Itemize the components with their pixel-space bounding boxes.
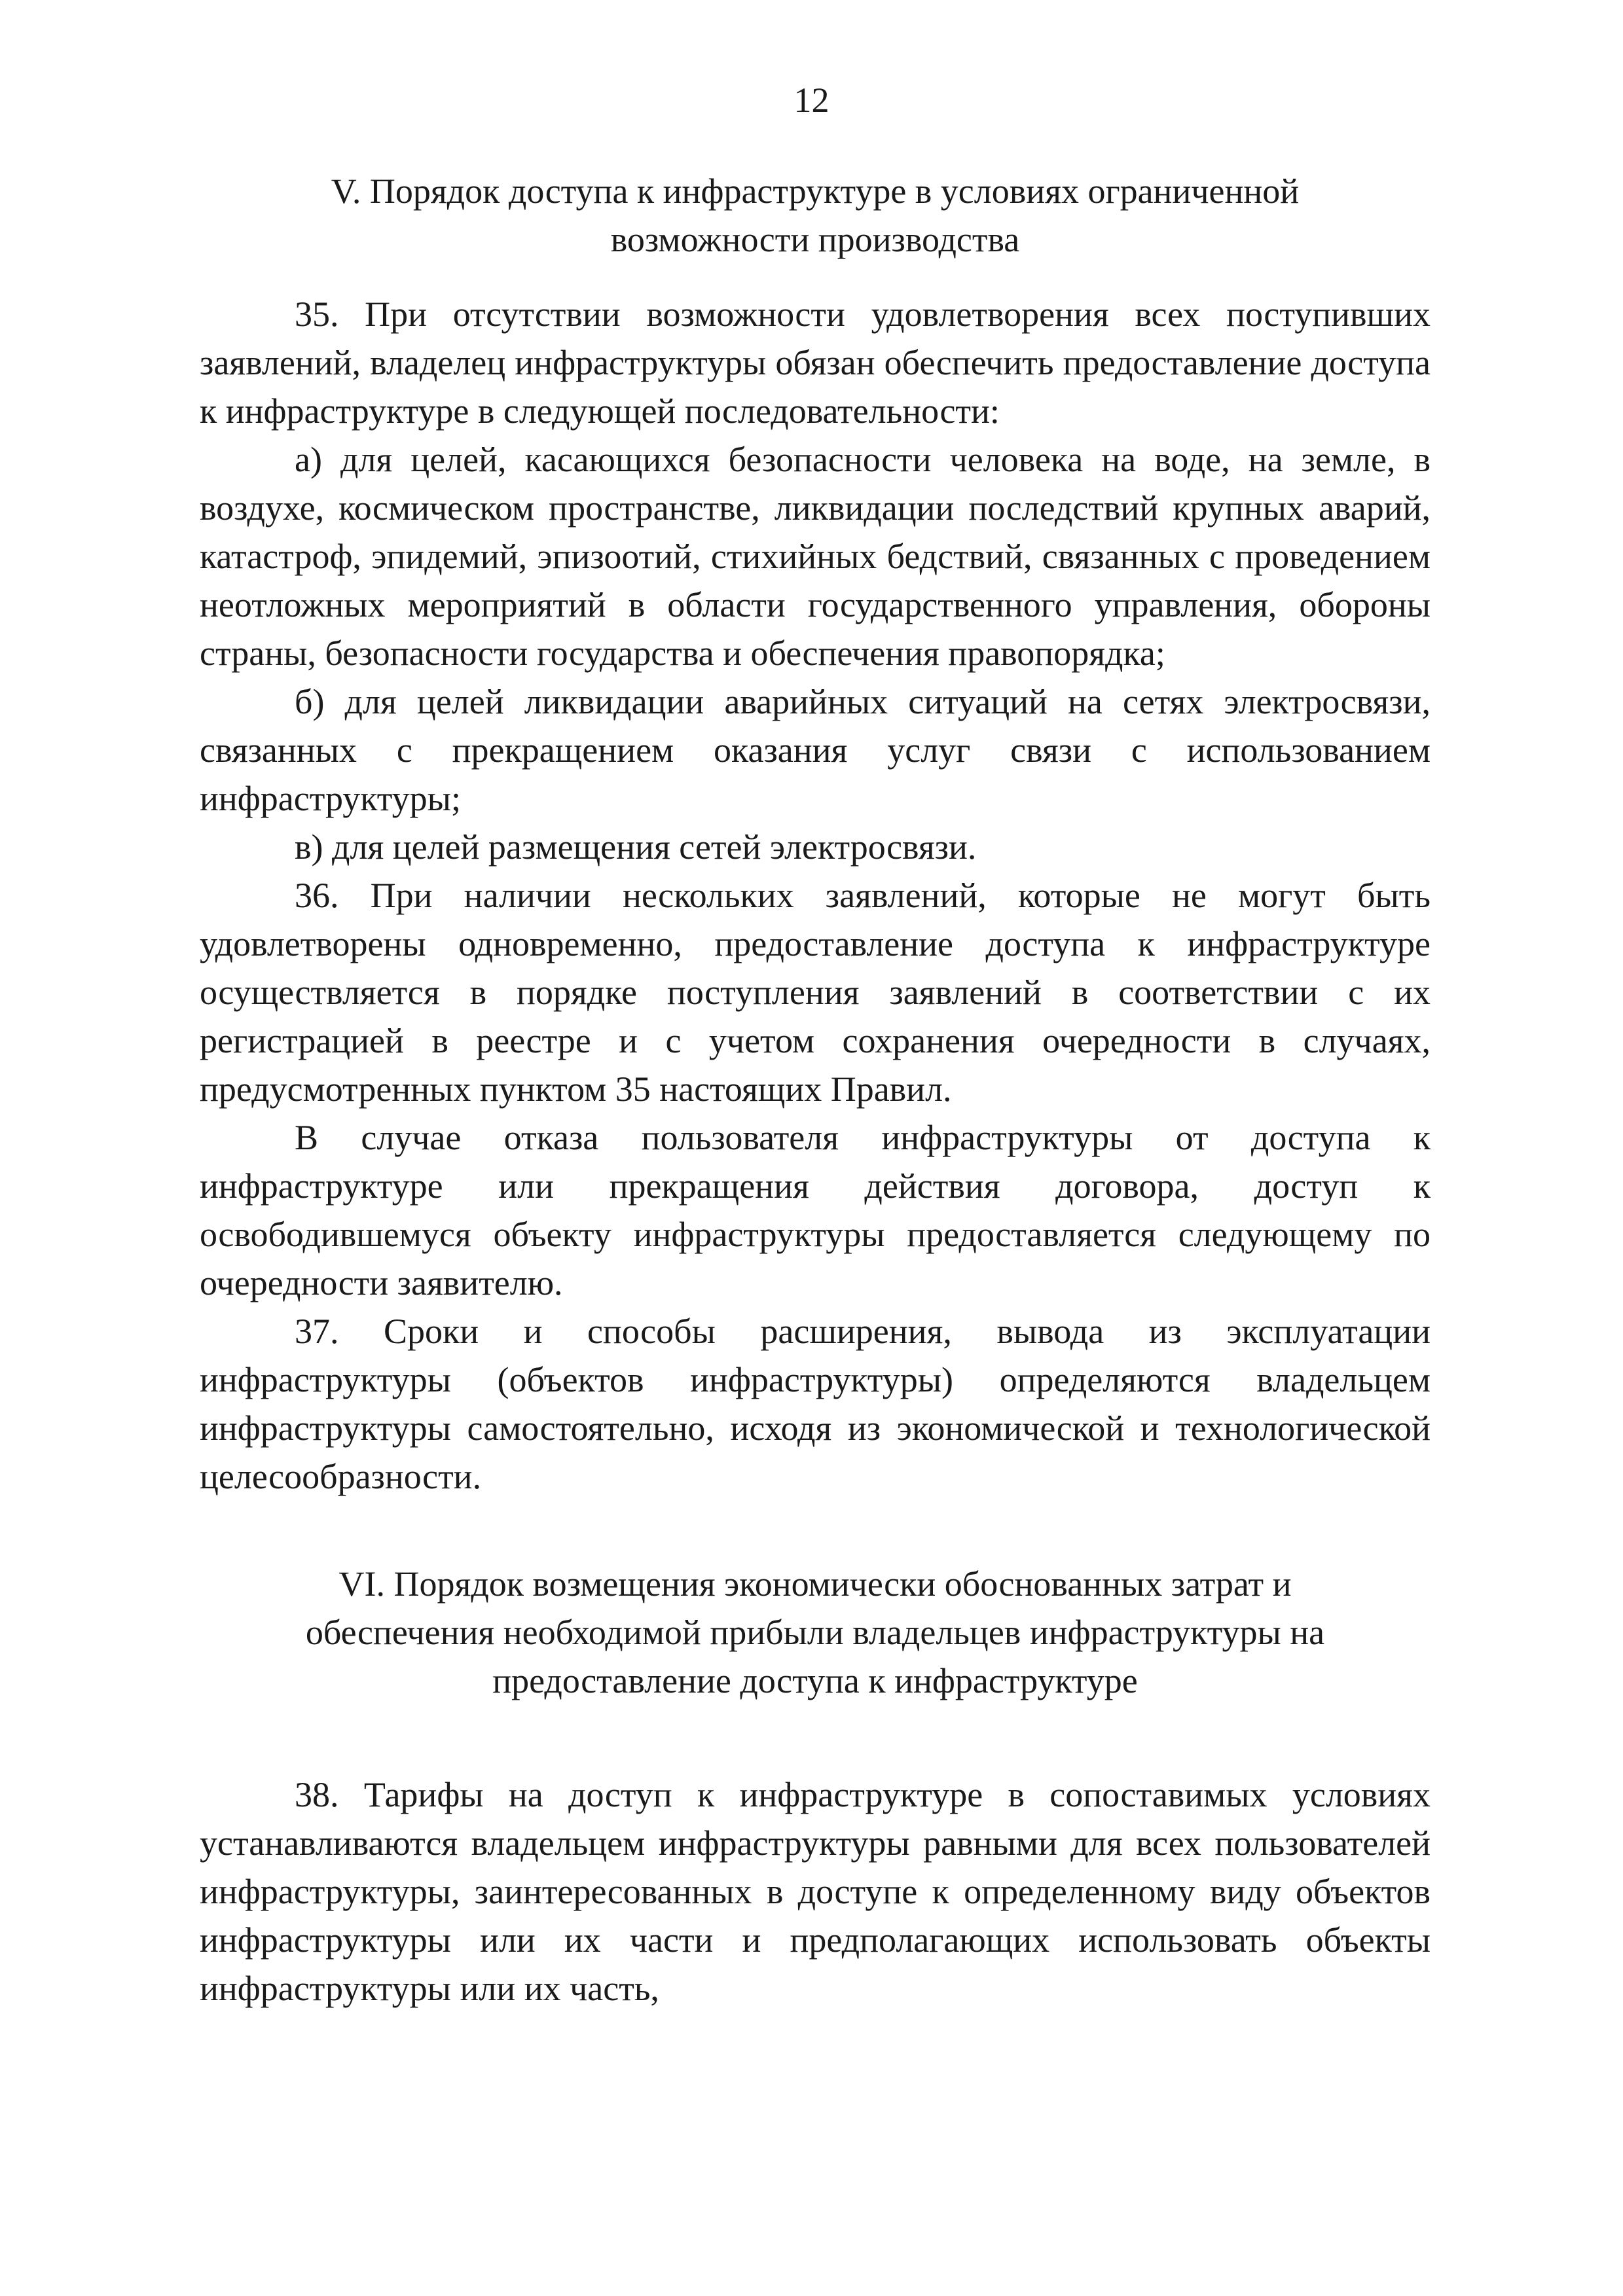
paragraph-36: 36. При наличии нескольких заявлений, которые не могут быть удовлетворены одновременно, предоставление доступа к инфраструктуре осуществляется в порядке поступления заявлений в соответствии с их регистрацией в реестре и с учетом сохранения очередности в случаях, предусмотренных пунктом 35 настоящих Правил. bbox=[200, 876, 1431, 1109]
section-vi-title: VI. Порядок возмещения экономически обоснованных затрат и обеспечения необходимой прибыли владельцев инфраструктуры на предоставление доступа к инфраструктуре bbox=[305, 1564, 1325, 1700]
section-v-title: V. Порядок доступа к инфраструктуре в условиях ограниченной возможности производства bbox=[331, 171, 1300, 259]
paragraph-35-v: в) для целей размещения сетей электросвязи. bbox=[295, 827, 977, 867]
document-body bbox=[200, 167, 1431, 2013]
paragraph-35-b: б) для целей ликвидации аварийных ситуаций на сетях электросвязи, связанных с прекращением оказания услуг связи с использованием инфраструктуры; bbox=[200, 682, 1431, 818]
paragraph-35-a: а) для целей, касающихся безопасности человека на воде, на земле, в воздухе, космическом пространстве, ликвидации последствий крупных аварий, катастроф, эпидемий, эпизоотий, стихийных бедствий, связанных с проведением неотложных мероприятий в области государственного управления, обороны страны, безопасности государства и обеспечения правопорядка; bbox=[200, 440, 1431, 673]
paragraph-37: 37. Сроки и способы расширения, вывода из эксплуатации инфраструктуры (объектов инфраструктуры) определяются владельцем инфраструктуры самостоятельно, исходя из экономической и технологической целесообразности. bbox=[200, 1312, 1431, 1496]
page-number: 12 bbox=[793, 81, 830, 120]
paragraph-38: 38. Тарифы на доступ к инфраструктуре в сопоставимых условиях устанавливаются владельцем инфраструктуры равными для всех пользователей инфраструктуры, заинтересованных в доступе к определенному виду объектов инфраструктуры или их части и предполагающих использовать объекты инфраструктуры или их часть, bbox=[200, 1775, 1431, 2008]
paragraph-36-refusal: В случае отказа пользователя инфраструктуры от доступа к инфраструктуре или прекращения действия договора, доступ к освободившемуся объекту инфраструктуры предоставляется следующему по очередности заявителю. bbox=[200, 1118, 1431, 1302]
paragraph-35: 35. При отсутствии возможности удовлетворения всех поступивших заявлений, владелец инфраструктуры обязан обеспечить предоставление доступа к инфраструктуре в следующей последовательности: bbox=[200, 295, 1431, 431]
